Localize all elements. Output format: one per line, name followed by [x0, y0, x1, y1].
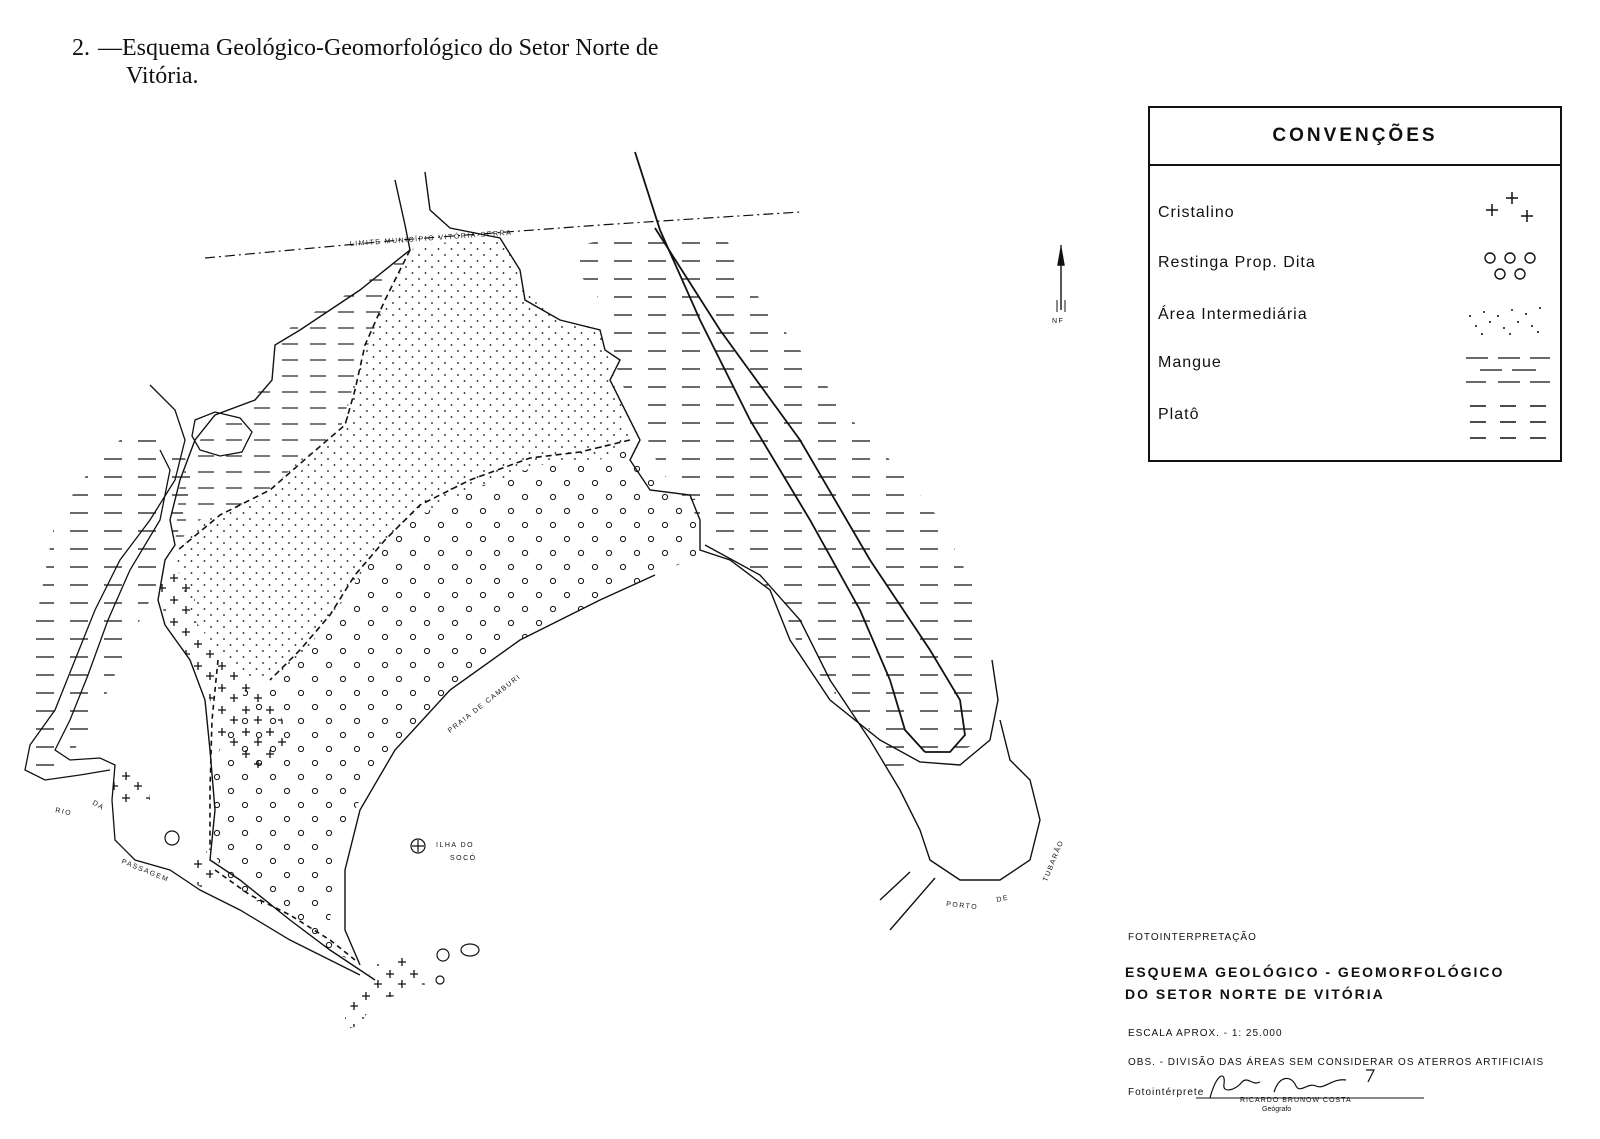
- legend-symbol-dots: [1469, 307, 1541, 335]
- caption-line1: —Esquema Geológico-Geomorfológico do Setor Norte de: [98, 35, 659, 61]
- legend-symbol-cross: [1486, 192, 1533, 222]
- legend-symbol-plato: [1470, 406, 1546, 438]
- pier: [880, 872, 935, 930]
- label-porto: PORTO: [945, 901, 979, 912]
- legend-symbols: [1460, 188, 1550, 448]
- label-passagem: PASSAGEM: [120, 858, 170, 884]
- info-scale: ESCALA APROX. - 1: 25.000: [1128, 1028, 1283, 1039]
- signature-role: Geógrafo: [1262, 1106, 1292, 1113]
- legend-label-mangue: Mangue: [1158, 354, 1222, 371]
- legend-label-plato: Platô: [1158, 406, 1200, 423]
- signature-name: RICARDO BRUNOW COSTA: [1240, 1097, 1352, 1104]
- info-obs: OBS. - DIVISÃO DAS ÁREAS SEM CONSIDERAR OS ATERROS ARTIFICIAIS: [1128, 1057, 1545, 1068]
- info-title-line1: ESQUEMA GEOLÓGICO - GEOMORFOLÓGICO: [1125, 964, 1505, 980]
- cristalino-islet: [112, 770, 150, 806]
- caption-number: 2.: [72, 35, 90, 61]
- cristalino-south: [345, 955, 425, 1030]
- label-rio: RIO: [54, 807, 73, 818]
- label-north: NF: [1052, 318, 1065, 325]
- info-title-line2: DO SETOR NORTE DE VITÓRIA: [1125, 986, 1385, 1002]
- legend-label-intermediaria: Área Intermediária: [1158, 306, 1308, 323]
- caption-line2: Vitória.: [126, 63, 199, 89]
- legend-symbol-circle: [1485, 253, 1535, 279]
- label-da: DA: [91, 799, 106, 813]
- label-limite: LIMITE MUNICÍPIO VITÓRIA-SERRA: [349, 229, 513, 248]
- north-arrow: [1058, 245, 1064, 310]
- legend-symbol-mangue: [1466, 358, 1550, 382]
- label-tubarao: TUBARÃO: [1042, 839, 1066, 883]
- small-island-1: [437, 949, 449, 961]
- small-island-2: [461, 944, 479, 956]
- label-ilha-line2: SOCÓ: [450, 855, 477, 862]
- river-islet-marker: [165, 831, 179, 845]
- label-ilha-line1: ILHA DO: [436, 842, 475, 849]
- info-fotointerprete: Fotointérprete: [1128, 1087, 1205, 1098]
- label-praia: PRAIA DE CAMBURI: [446, 673, 523, 735]
- legend-box: [1148, 106, 1562, 462]
- label-de: DE: [995, 894, 1010, 904]
- legend-label-restinga: Restinga Prop. Dita: [1158, 254, 1316, 271]
- legend-title: CONVENÇÕES: [1150, 108, 1560, 166]
- info-fotointerpretacao: FOTOINTERPRETAÇÃO: [1128, 932, 1257, 943]
- small-island-3: [436, 976, 444, 984]
- legend-label-cristalino: Cristalino: [1158, 204, 1235, 221]
- ilha-do-soco-cross: [412, 840, 424, 852]
